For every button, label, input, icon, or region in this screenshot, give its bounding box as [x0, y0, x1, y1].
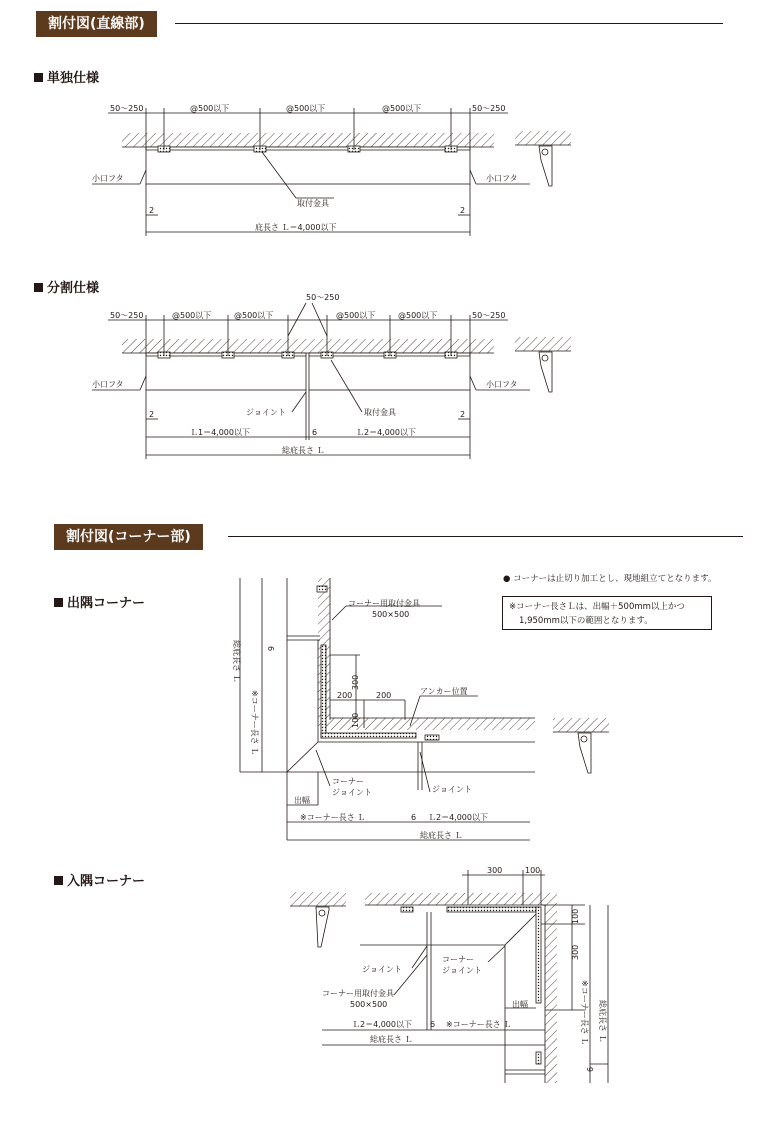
- dim-single-pitch-3: @500以下: [382, 104, 422, 113]
- label-outer-bracket-size: 500×500: [372, 610, 410, 619]
- canopy-body-right: [309, 353, 470, 390]
- dim-outer-corner-len: ※コーナー長さ Ｌ: [300, 813, 366, 822]
- dim-single-end-left: 50～250: [110, 104, 144, 113]
- dim-split-l2: Ｌ2＝4,000以下: [356, 428, 416, 437]
- dim-inner-vert-corner: ※コーナー長さ Ｌ: [580, 980, 589, 1046]
- label-split-lid-left: 小口フタ: [92, 380, 124, 389]
- dim-single-pitch-1: @500以下: [190, 104, 230, 113]
- dim-outer-l2: Ｌ2＝4,000以下: [428, 813, 488, 822]
- dim-single-pitch-2: @500以下: [286, 104, 326, 113]
- dim-split-end-left: 50～250: [110, 311, 144, 320]
- dim-single-gap-right: 2: [460, 206, 466, 215]
- heading-split-spec: 分割仕様: [34, 277, 99, 296]
- dim-inner-100: 100: [525, 866, 541, 875]
- wall-hatch: [122, 133, 494, 147]
- dim-inner-gap: 6: [430, 1020, 436, 1029]
- dim-inner-corner-len: ※コーナー長さ Ｌ: [446, 1020, 512, 1029]
- dim-inner-100v: 100: [571, 908, 580, 924]
- label-inner-depth: 出幅: [512, 1000, 528, 1009]
- label-split-bracket: 取付金具: [364, 408, 396, 417]
- section-title-straight: 割付図(直線部): [36, 11, 157, 37]
- corner-length-note-line1: ※コーナー長さＬは、出幅＋500mm以上かつ: [509, 602, 685, 612]
- section-title-corner: 割付図(コーナー部): [54, 524, 203, 550]
- dim-inner-300: 300: [487, 866, 503, 875]
- dim-inner-total: 総庇長さ Ｌ: [370, 1035, 413, 1044]
- dim-split-end-right: 50～250: [472, 311, 506, 320]
- dim-outer-300: 300: [351, 674, 360, 690]
- canopy-body-left: [146, 353, 306, 390]
- dim-inner-6: 6: [586, 1066, 595, 1072]
- heading-inner-corner: 入隅コーナー: [54, 870, 145, 889]
- dim-inner-vert-total: 総庇長さ Ｌ: [598, 1000, 607, 1043]
- dim-outer-200b: 200: [376, 691, 392, 700]
- dim-single-gap-left: 2: [149, 206, 155, 215]
- dim-inner-300v: 300: [571, 944, 580, 960]
- dim-outer-vert-total: 総庇長さ Ｌ: [232, 640, 241, 683]
- label-outer-bracket: コーナー用取付金具: [348, 599, 420, 608]
- dim-split-total: 総庇長さ Ｌ: [282, 446, 325, 455]
- dim-outer-100: 100: [351, 712, 360, 728]
- dim-split-pitch-2: @500以下: [234, 311, 274, 320]
- dim-split-gap-mid: 6: [312, 428, 318, 437]
- dim-split-pitch-4: @500以下: [398, 311, 438, 320]
- dim-outer-gap: 6: [411, 813, 417, 822]
- single-spec-diagram: [92, 108, 571, 236]
- dim-outer-vert-corner: ※コーナー長さ Ｌ: [250, 690, 259, 756]
- dim-split-joint-end: 50～250: [306, 293, 340, 302]
- label-split-lid-right: 小口フタ: [486, 380, 518, 389]
- label-outer-anchor: アンカー位置: [420, 687, 468, 696]
- label-single-lid-right: 小口フタ: [486, 174, 518, 183]
- dim-single-end-right: 50～250: [472, 104, 506, 113]
- label-outer-joint: ジョイント: [432, 785, 472, 794]
- heading-outer-corner: 出隅コーナー: [54, 592, 145, 611]
- label-inner-corner-joint-1: コーナー: [442, 955, 474, 964]
- dim-outer-200a: 200: [337, 691, 353, 700]
- heading-single-spec: 単独仕様: [34, 67, 99, 86]
- dim-single-total: 庇長さ Ｌ＝4,000以下: [255, 223, 337, 232]
- canopy-body: [146, 147, 470, 184]
- dim-outer-6: 6: [266, 646, 275, 652]
- label-single-bracket: 取付金具: [297, 199, 329, 208]
- dim-split-pitch-1: @500以下: [172, 311, 212, 320]
- dim-inner-l2: Ｌ2＝4,000以下: [352, 1020, 412, 1029]
- label-inner-corner-joint-2: ジョイント: [442, 966, 482, 975]
- label-inner-bracket: コーナー用取付金具: [322, 989, 394, 998]
- corner-length-note-line2: 1,950mm以下の範囲となります。: [519, 616, 653, 626]
- dim-outer-total: 総庇長さ Ｌ: [420, 831, 463, 840]
- dim-split-pitch-3: @500以下: [336, 311, 376, 320]
- dim-split-gap-left: 2: [149, 410, 155, 419]
- label-outer-corner-joint-1: コーナー: [332, 777, 364, 786]
- label-inner-bracket-size: 500×500: [350, 1000, 388, 1009]
- label-single-lid-left: 小口フタ: [92, 174, 124, 183]
- label-outer-depth: 出幅: [294, 796, 310, 805]
- dim-split-l1: Ｌ1＝4,000以下: [190, 428, 250, 437]
- label-split-joint: ジョイント: [246, 408, 286, 417]
- inner-corner-diagram: [290, 870, 608, 1083]
- corner-note: ● コーナーは止切り加工とし、現地組立てとなります。: [503, 574, 717, 584]
- label-inner-joint: ジョイント: [362, 965, 402, 974]
- label-outer-corner-joint-2: ジョイント: [332, 788, 372, 797]
- dim-split-gap-right: 2: [460, 410, 466, 419]
